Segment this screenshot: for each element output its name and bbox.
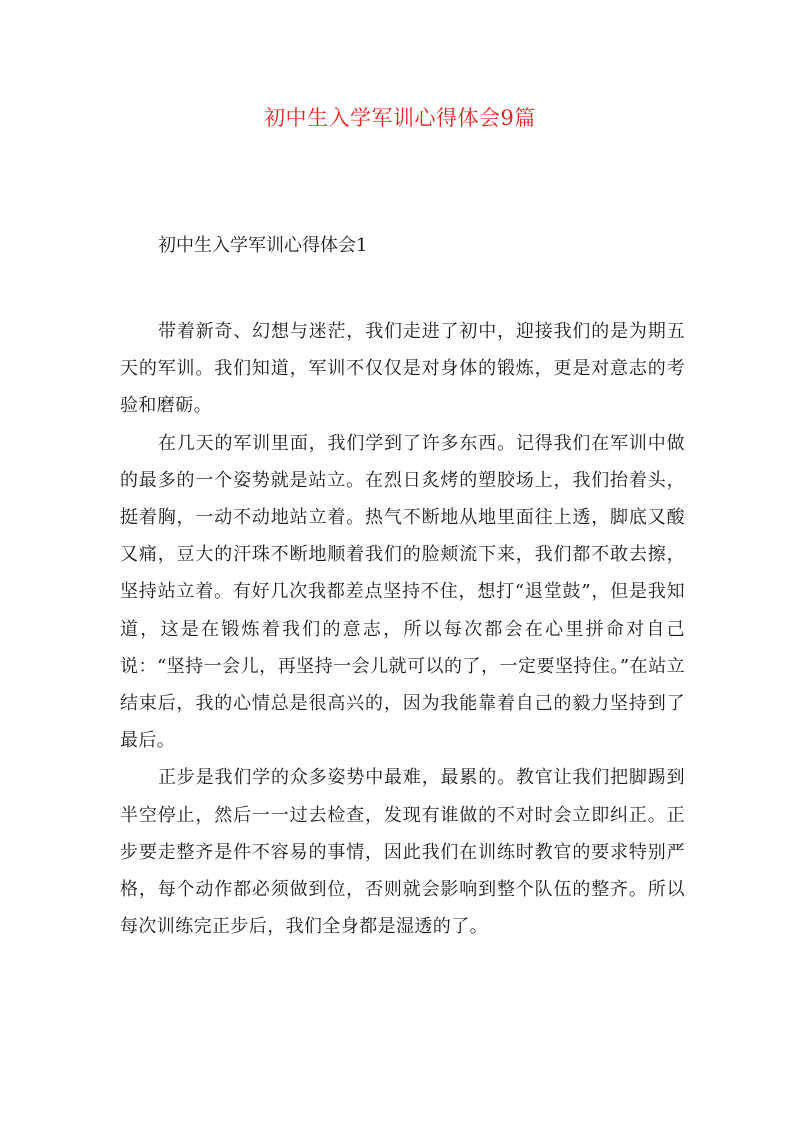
document-body	[120, 313, 685, 945]
body-paragraph: 在几天的军训里面，我们学到了许多东西。记得我们在军训中做的最多的一个姿势就是站立。在烈日炙烤的塑胶场上，我们抬着头，挺着胸，一动不动地站立着。热气不断地从地里面往上透，脚底又酸又痛，豆大的汗珠不断地顺着我们的脸颊流下来，我们都不敢去擦，坚持站立着。有好几次我都差点坚持不住，想打“退堂鼓”，但是我知道，这是在锻炼着我们的意志，所以每次都会在心里拼命对自己说：“坚持一会儿，再坚持一会儿就可以的了，一定要坚持住。”在站立结束后，我的心情总是很高兴的，因为我能靠着自己的毅力坚持到了最后。	[120, 432, 685, 752]
body-paragraph: 带着新奇、幻想与迷茫，我们走进了初中，迎接我们的是为期五天的军训。我们知道，军训不仅仅是对身体的锻炼，更是对意志的考验和磨砺。	[120, 321, 685, 417]
document-title: 初中生入学军训心得体会9篇	[264, 106, 536, 130]
section-heading: 初中生入学军训心得体会1	[158, 235, 368, 256]
body-paragraph: 正步是我们学的众多姿势中最难，最累的。教官让我们把脚踢到半空停止，然后一一过去检查，发现有谁做的不对时会立即纠正。正步要走整齐是件不容易的事情，因此我们在训练时教官的要求特别严格，每个动作都必须做到位，否则就会影响到整个队伍的整齐。所以每次训练完正步后，我们全身都是湿透的了。	[120, 767, 685, 938]
